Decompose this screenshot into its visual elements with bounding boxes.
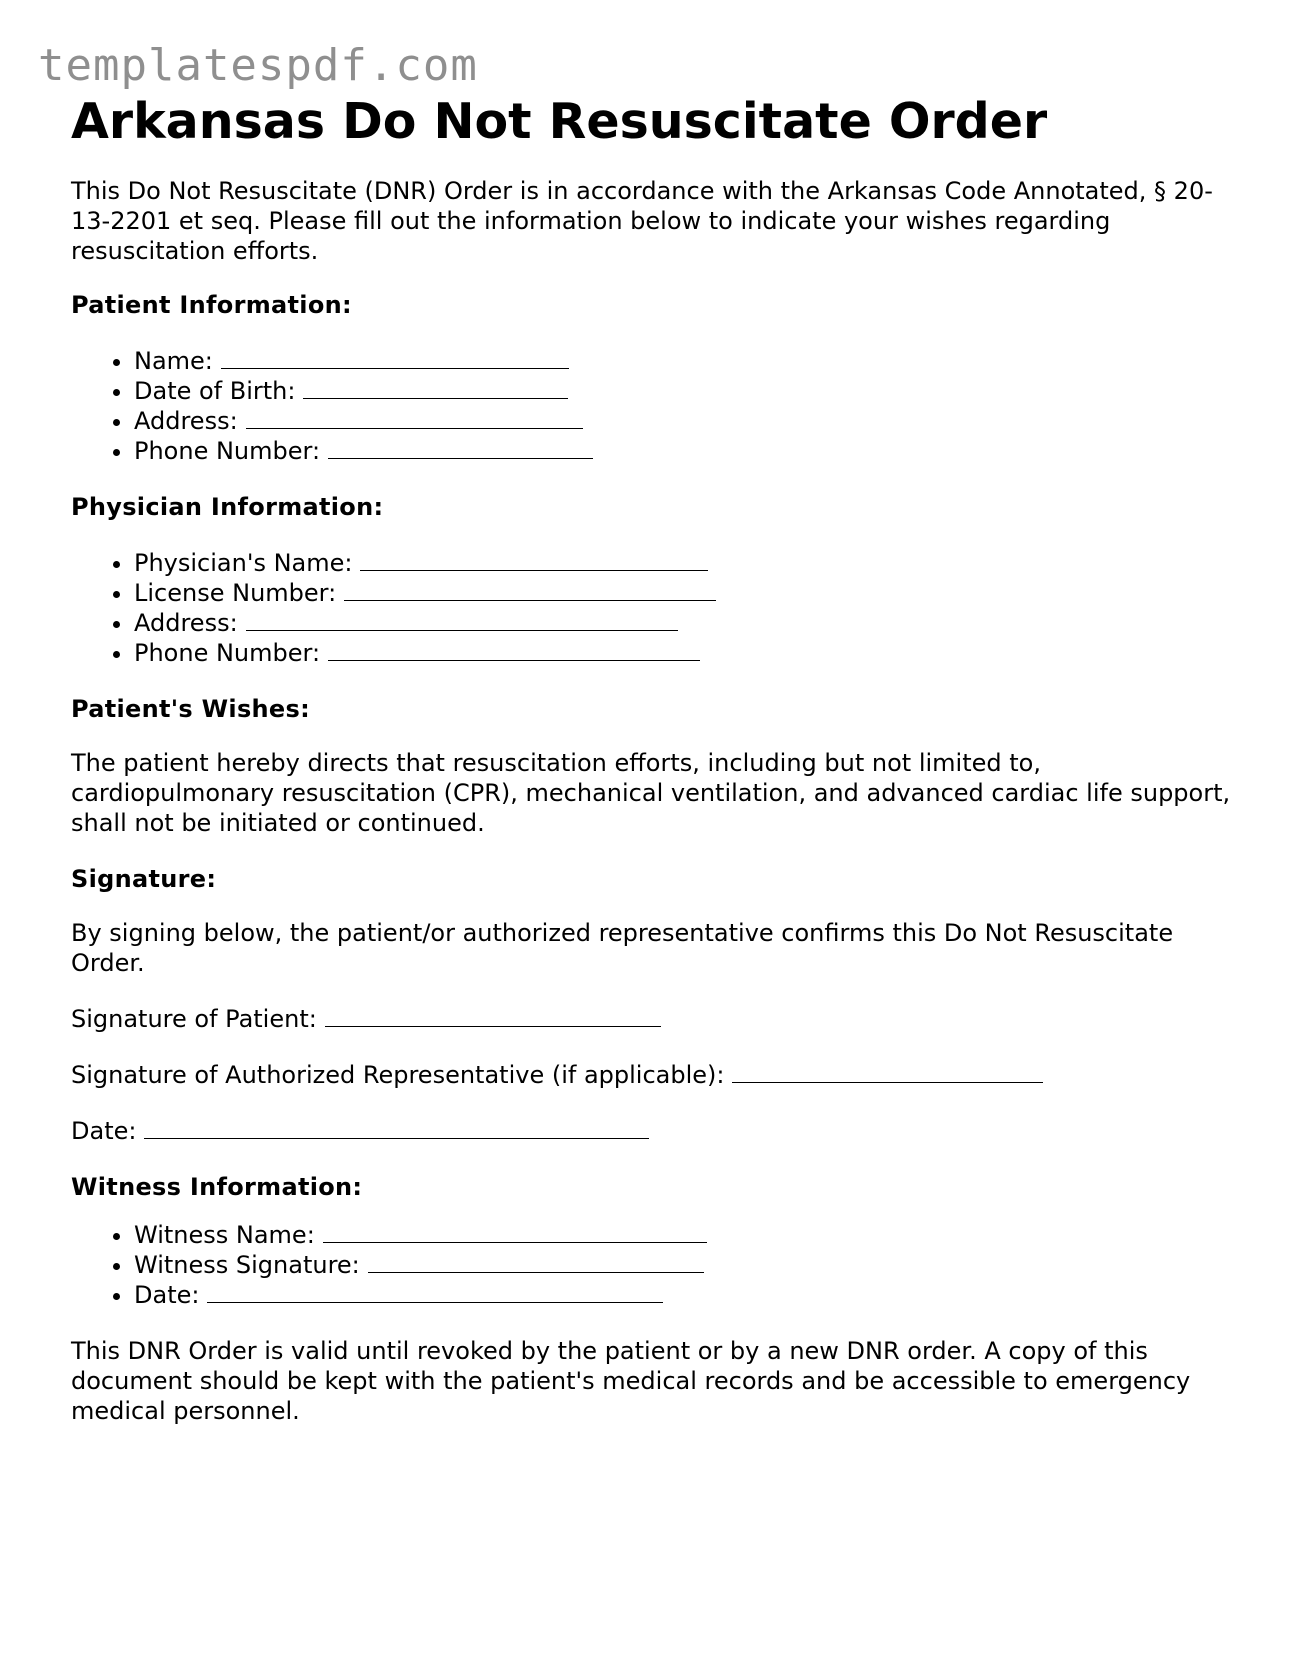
patient-address-blank[interactable] [246,408,583,429]
field-label: Witness Name: [134,1221,315,1249]
field-label: Phone Number: [134,437,321,465]
physician-name-blank[interactable] [360,550,708,571]
representative-signature-blank[interactable] [732,1062,1043,1083]
watermark: templatespdf.com [38,40,478,91]
field-label: Address: [134,609,238,637]
patient-signature-row [71,1004,1241,1034]
field-label: Date: [134,1281,200,1309]
field-label: Witness Signature: [134,1251,360,1279]
signature-paragraph: By signing below, the patient/or authorized representative confirms this Do Not Resuscitate Order. [71,919,1174,977]
physician-phone-blank[interactable] [328,640,700,661]
witness-info-list [71,1220,1241,1310]
patient-dob-blank[interactable] [303,378,568,399]
patient-name-blank[interactable] [221,348,569,369]
patient-address-field [134,406,1241,436]
patient-info-heading: Patient Information: [71,291,352,319]
license-number-blank[interactable] [344,580,716,601]
signature-date-blank[interactable] [144,1118,649,1139]
field-label: Signature of Authorized Representative (if applicable): [71,1061,725,1089]
intro-paragraph: This Do Not Resuscitate (DNR) Order is in accordance with the Arkansas Code Annotated, § 20-13-2201 et seq. Please fill out the information below to indicate your wishes regarding resuscitation efforts. [71,177,1213,265]
patient-signature-blank[interactable] [325,1006,661,1027]
patient-phone-blank[interactable] [328,438,593,459]
field-label: Date: [71,1117,137,1145]
field-label: Phone Number: [134,639,321,667]
witness-name-blank[interactable] [323,1222,707,1243]
field-label: Name: [134,347,213,375]
wishes-paragraph: The patient hereby directs that resuscitation efforts, including but not limited to, cardiopulmonary resuscitation (CPR), mechanical ventilation, and advanced cardiac life support, shall not be initiated or continued. [71,749,1231,837]
witness-date-field [134,1280,1241,1310]
patient-name-field [134,346,1241,376]
witness-date-blank[interactable] [207,1282,663,1303]
field-label: Address: [134,407,238,435]
license-number-field [134,578,1241,608]
representative-signature-row [71,1060,1241,1090]
physician-address-blank[interactable] [246,610,678,631]
physician-address-field [134,608,1241,638]
signature-heading: Signature: [71,865,217,893]
signature-date-row [71,1116,1241,1146]
document-title: Arkansas Do Not Resuscitate Order [71,93,1048,150]
physician-info-heading: Physician Information: [71,493,384,521]
witness-info-heading: Witness Information: [71,1173,363,1201]
witness-signature-field [134,1250,1241,1280]
field-label: Physician's Name: [134,549,353,577]
field-label: Signature of Patient: [71,1005,317,1033]
physician-phone-field [134,638,1241,668]
patient-info-list [71,346,1241,466]
physician-name-field [134,548,1241,578]
closing-paragraph: This DNR Order is valid until revoked by the patient or by a new DNR order. A copy of this document should be kept with the patient's medical records and be accessible to emergency medical personnel. [71,1337,1191,1425]
witness-signature-blank[interactable] [368,1252,704,1273]
witness-name-field [134,1220,1241,1250]
document [71,88,1241,1426]
field-label: Date of Birth: [134,377,296,405]
patient-dob-field [134,376,1241,406]
physician-info-list [71,548,1241,668]
field-label: License Number: [134,579,337,607]
wishes-heading: Patient's Wishes: [71,695,310,723]
patient-phone-field [134,436,1241,466]
